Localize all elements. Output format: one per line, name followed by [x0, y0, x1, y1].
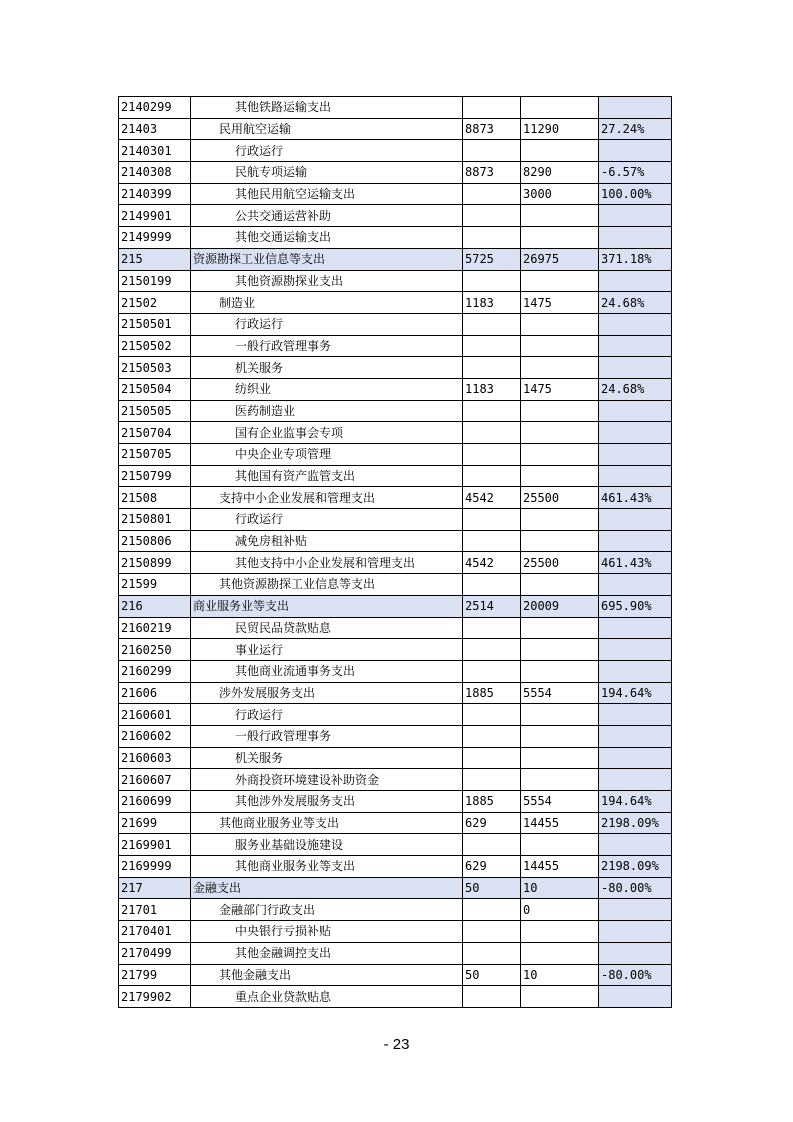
table-row	[119, 899, 672, 921]
table-row	[119, 313, 672, 335]
amount-prev-cell	[463, 639, 521, 661]
account-code-cell: 2140308	[119, 162, 191, 184]
account-name-cell: 民航专项运输	[191, 162, 463, 184]
table-row	[119, 769, 672, 791]
amount-prev-cell	[463, 205, 521, 227]
table-row	[119, 552, 672, 574]
account-name-cell: 支持中小企业发展和管理支出	[191, 487, 463, 509]
account-name-cell: 中央银行亏损补贴	[191, 921, 463, 943]
growth-rate-cell	[599, 509, 672, 531]
account-name-cell: 一般行政管理事务	[191, 335, 463, 357]
amount-curr-cell	[521, 942, 599, 964]
account-code-cell: 2149901	[119, 205, 191, 227]
account-code-cell: 2150806	[119, 530, 191, 552]
account-code-cell: 2150503	[119, 357, 191, 379]
amount-curr-cell	[521, 444, 599, 466]
table-row	[119, 921, 672, 943]
amount-curr-cell: 26975	[521, 248, 599, 270]
account-name-cell: 其他铁路运输支出	[191, 97, 463, 119]
account-name-cell: 其他交通运输支出	[191, 227, 463, 249]
account-name-cell: 其他国有资产监管支出	[191, 465, 463, 487]
amount-prev-cell	[463, 834, 521, 856]
amount-prev-cell: 1885	[463, 682, 521, 704]
growth-rate-cell	[599, 97, 672, 119]
account-code-cell: 2140299	[119, 97, 191, 119]
amount-curr-cell	[521, 617, 599, 639]
growth-rate-cell: 194.64%	[599, 682, 672, 704]
table-row	[119, 357, 672, 379]
table-row	[119, 682, 672, 704]
page-number: - 23	[383, 1036, 410, 1053]
growth-rate-cell: 371.18%	[599, 248, 672, 270]
amount-prev-cell: 50	[463, 877, 521, 899]
amount-prev-cell	[463, 97, 521, 119]
account-code-cell: 21606	[119, 682, 191, 704]
account-name-cell: 一般行政管理事务	[191, 725, 463, 747]
growth-rate-cell	[599, 335, 672, 357]
budget-table-body	[119, 97, 672, 1008]
amount-prev-cell	[463, 357, 521, 379]
amount-prev-cell	[463, 769, 521, 791]
account-name-cell: 机关服务	[191, 357, 463, 379]
amount-curr-cell	[521, 335, 599, 357]
table-row	[119, 964, 672, 986]
table-row	[119, 444, 672, 466]
account-code-cell: 2160601	[119, 704, 191, 726]
growth-rate-cell	[599, 921, 672, 943]
amount-curr-cell: 0	[521, 899, 599, 921]
growth-rate-cell	[599, 422, 672, 444]
account-name-cell: 资源勘探工业信息等支出	[191, 248, 463, 270]
account-name-cell: 其他金融调控支出	[191, 942, 463, 964]
table-row	[119, 660, 672, 682]
table-row	[119, 574, 672, 596]
amount-prev-cell	[463, 227, 521, 249]
growth-rate-cell: 2198.09%	[599, 856, 672, 878]
table-row	[119, 856, 672, 878]
amount-prev-cell: 50	[463, 964, 521, 986]
growth-rate-cell	[599, 205, 672, 227]
growth-rate-cell: 2198.09%	[599, 812, 672, 834]
table-row	[119, 834, 672, 856]
account-code-cell: 21799	[119, 964, 191, 986]
amount-prev-cell	[463, 747, 521, 769]
account-name-cell: 制造业	[191, 292, 463, 314]
amount-curr-cell: 8290	[521, 162, 599, 184]
amount-curr-cell	[521, 986, 599, 1008]
account-code-cell: 2150704	[119, 422, 191, 444]
amount-prev-cell	[463, 574, 521, 596]
amount-curr-cell	[521, 400, 599, 422]
growth-rate-cell: 24.68%	[599, 292, 672, 314]
growth-rate-cell: -80.00%	[599, 877, 672, 899]
amount-prev-cell	[463, 465, 521, 487]
table-row	[119, 487, 672, 509]
table-row	[119, 140, 672, 162]
amount-curr-cell	[521, 270, 599, 292]
account-name-cell: 服务业基础设施建设	[191, 834, 463, 856]
growth-rate-cell	[599, 530, 672, 552]
account-code-cell: 2160602	[119, 725, 191, 747]
account-name-cell: 其他金融支出	[191, 964, 463, 986]
account-code-cell: 2150505	[119, 400, 191, 422]
amount-prev-cell	[463, 335, 521, 357]
table-row	[119, 530, 672, 552]
table-row	[119, 378, 672, 400]
table-row	[119, 97, 672, 119]
account-name-cell: 行政运行	[191, 140, 463, 162]
amount-curr-cell	[521, 660, 599, 682]
account-name-cell: 金融部门行政支出	[191, 899, 463, 921]
table-row	[119, 270, 672, 292]
growth-rate-cell	[599, 574, 672, 596]
growth-rate-cell	[599, 986, 672, 1008]
account-name-cell: 民用航空运输	[191, 118, 463, 140]
account-name-cell: 其他资源勘探工业信息等支出	[191, 574, 463, 596]
growth-rate-cell	[599, 357, 672, 379]
amount-curr-cell	[521, 769, 599, 791]
table-row	[119, 812, 672, 834]
table-row	[119, 986, 672, 1008]
table-row	[119, 942, 672, 964]
growth-rate-cell	[599, 227, 672, 249]
growth-rate-cell	[599, 942, 672, 964]
amount-prev-cell: 1183	[463, 378, 521, 400]
account-code-cell: 2149999	[119, 227, 191, 249]
growth-rate-cell: -80.00%	[599, 964, 672, 986]
table-row	[119, 162, 672, 184]
account-name-cell: 公共交通运营补助	[191, 205, 463, 227]
table-row	[119, 292, 672, 314]
amount-prev-cell: 629	[463, 812, 521, 834]
amount-prev-cell	[463, 313, 521, 335]
amount-prev-cell: 629	[463, 856, 521, 878]
amount-curr-cell	[521, 530, 599, 552]
table-row	[119, 877, 672, 899]
amount-prev-cell: 1885	[463, 791, 521, 813]
account-name-cell: 其他商业服务业等支出	[191, 812, 463, 834]
amount-curr-cell: 10	[521, 877, 599, 899]
growth-rate-cell: 24.68%	[599, 378, 672, 400]
growth-rate-cell: 461.43%	[599, 552, 672, 574]
amount-prev-cell	[463, 725, 521, 747]
account-name-cell: 事业运行	[191, 639, 463, 661]
account-code-cell: 2150504	[119, 378, 191, 400]
table-row	[119, 118, 672, 140]
amount-prev-cell	[463, 530, 521, 552]
amount-prev-cell	[463, 400, 521, 422]
growth-rate-cell: 695.90%	[599, 595, 672, 617]
account-code-cell: 21502	[119, 292, 191, 314]
amount-curr-cell	[521, 205, 599, 227]
account-name-cell: 其他支持中小企业发展和管理支出	[191, 552, 463, 574]
amount-curr-cell	[521, 747, 599, 769]
account-code-cell: 2150705	[119, 444, 191, 466]
budget-table	[118, 96, 672, 1008]
account-code-cell: 2140301	[119, 140, 191, 162]
account-name-cell: 其他商业流通事务支出	[191, 660, 463, 682]
account-name-cell: 行政运行	[191, 704, 463, 726]
amount-curr-cell: 10	[521, 964, 599, 986]
account-code-cell: 21599	[119, 574, 191, 596]
account-name-cell: 减免房租补贴	[191, 530, 463, 552]
growth-rate-cell	[599, 270, 672, 292]
table-row	[119, 595, 672, 617]
account-name-cell: 国有企业监事会专项	[191, 422, 463, 444]
amount-prev-cell: 4542	[463, 487, 521, 509]
amount-curr-cell: 1475	[521, 292, 599, 314]
account-name-cell: 纺织业	[191, 378, 463, 400]
account-code-cell: 216	[119, 595, 191, 617]
growth-rate-cell	[599, 899, 672, 921]
amount-prev-cell	[463, 899, 521, 921]
table-row	[119, 791, 672, 813]
amount-prev-cell	[463, 986, 521, 1008]
account-code-cell: 2160299	[119, 660, 191, 682]
account-code-cell: 2169999	[119, 856, 191, 878]
growth-rate-cell	[599, 747, 672, 769]
growth-rate-cell	[599, 400, 672, 422]
amount-prev-cell	[463, 704, 521, 726]
growth-rate-cell	[599, 704, 672, 726]
amount-curr-cell	[521, 422, 599, 444]
table-row	[119, 400, 672, 422]
account-code-cell: 2160699	[119, 791, 191, 813]
amount-prev-cell: 4542	[463, 552, 521, 574]
amount-curr-cell: 14455	[521, 856, 599, 878]
table-row	[119, 639, 672, 661]
growth-rate-cell: 194.64%	[599, 791, 672, 813]
growth-rate-cell	[599, 660, 672, 682]
table-row	[119, 227, 672, 249]
account-name-cell: 涉外发展服务支出	[191, 682, 463, 704]
account-name-cell: 重点企业贷款贴息	[191, 986, 463, 1008]
table-row	[119, 465, 672, 487]
account-code-cell: 21699	[119, 812, 191, 834]
table-row	[119, 205, 672, 227]
growth-rate-cell	[599, 725, 672, 747]
account-code-cell: 21701	[119, 899, 191, 921]
account-name-cell: 金融支出	[191, 877, 463, 899]
table-row	[119, 704, 672, 726]
amount-prev-cell	[463, 444, 521, 466]
account-name-cell: 民贸民品贷款贴息	[191, 617, 463, 639]
table-row	[119, 725, 672, 747]
growth-rate-cell: 461.43%	[599, 487, 672, 509]
account-code-cell: 2170499	[119, 942, 191, 964]
growth-rate-cell	[599, 465, 672, 487]
amount-prev-cell: 8873	[463, 118, 521, 140]
amount-curr-cell	[521, 834, 599, 856]
amount-curr-cell: 25500	[521, 487, 599, 509]
amount-curr-cell: 5554	[521, 682, 599, 704]
account-name-cell: 行政运行	[191, 509, 463, 531]
amount-prev-cell	[463, 140, 521, 162]
amount-prev-cell	[463, 422, 521, 444]
table-row	[119, 422, 672, 444]
amount-prev-cell	[463, 617, 521, 639]
amount-curr-cell	[521, 313, 599, 335]
amount-prev-cell	[463, 921, 521, 943]
account-code-cell: 2150799	[119, 465, 191, 487]
table-row	[119, 248, 672, 270]
table-row	[119, 335, 672, 357]
account-name-cell: 行政运行	[191, 313, 463, 335]
account-name-cell: 其他涉外发展服务支出	[191, 791, 463, 813]
growth-rate-cell	[599, 313, 672, 335]
account-name-cell: 商业服务业等支出	[191, 595, 463, 617]
growth-rate-cell	[599, 639, 672, 661]
amount-curr-cell: 3000	[521, 183, 599, 205]
amount-prev-cell: 8873	[463, 162, 521, 184]
amount-curr-cell	[521, 725, 599, 747]
account-code-cell: 2170401	[119, 921, 191, 943]
table-row	[119, 183, 672, 205]
account-code-cell: 215	[119, 248, 191, 270]
account-name-cell: 机关服务	[191, 747, 463, 769]
growth-rate-cell: -6.57%	[599, 162, 672, 184]
account-code-cell: 2150502	[119, 335, 191, 357]
table-row	[119, 617, 672, 639]
account-code-cell: 21403	[119, 118, 191, 140]
account-name-cell: 中央企业专项管理	[191, 444, 463, 466]
amount-curr-cell	[521, 574, 599, 596]
growth-rate-cell	[599, 834, 672, 856]
amount-prev-cell	[463, 660, 521, 682]
amount-prev-cell: 2514	[463, 595, 521, 617]
amount-curr-cell: 11290	[521, 118, 599, 140]
account-code-cell: 2150899	[119, 552, 191, 574]
account-code-cell: 2140399	[119, 183, 191, 205]
growth-rate-cell	[599, 769, 672, 791]
account-code-cell: 2160603	[119, 747, 191, 769]
account-name-cell: 其他商业服务业等支出	[191, 856, 463, 878]
amount-curr-cell: 5554	[521, 791, 599, 813]
amount-curr-cell: 14455	[521, 812, 599, 834]
amount-prev-cell	[463, 509, 521, 531]
amount-prev-cell: 1183	[463, 292, 521, 314]
amount-curr-cell	[521, 704, 599, 726]
amount-curr-cell	[521, 357, 599, 379]
amount-prev-cell	[463, 183, 521, 205]
growth-rate-cell: 27.24%	[599, 118, 672, 140]
account-code-cell: 2150501	[119, 313, 191, 335]
account-name-cell: 医药制造业	[191, 400, 463, 422]
account-name-cell: 其他民用航空运输支出	[191, 183, 463, 205]
account-code-cell: 2169901	[119, 834, 191, 856]
amount-curr-cell	[521, 97, 599, 119]
growth-rate-cell	[599, 617, 672, 639]
account-code-cell: 2179902	[119, 986, 191, 1008]
account-code-cell: 2160219	[119, 617, 191, 639]
account-code-cell: 2150801	[119, 509, 191, 531]
growth-rate-cell	[599, 140, 672, 162]
amount-curr-cell	[521, 140, 599, 162]
amount-curr-cell	[521, 227, 599, 249]
amount-curr-cell	[521, 921, 599, 943]
amount-prev-cell	[463, 942, 521, 964]
account-name-cell: 其他资源勘探业支出	[191, 270, 463, 292]
amount-curr-cell	[521, 465, 599, 487]
account-code-cell: 21508	[119, 487, 191, 509]
amount-prev-cell	[463, 270, 521, 292]
table-row	[119, 747, 672, 769]
amount-curr-cell: 20009	[521, 595, 599, 617]
growth-rate-cell: 100.00%	[599, 183, 672, 205]
account-code-cell: 217	[119, 877, 191, 899]
account-code-cell: 2150199	[119, 270, 191, 292]
table-row	[119, 509, 672, 531]
account-code-cell: 2160607	[119, 769, 191, 791]
amount-curr-cell	[521, 639, 599, 661]
account-code-cell: 2160250	[119, 639, 191, 661]
amount-curr-cell	[521, 509, 599, 531]
growth-rate-cell	[599, 444, 672, 466]
amount-curr-cell: 1475	[521, 378, 599, 400]
amount-prev-cell: 5725	[463, 248, 521, 270]
amount-curr-cell: 25500	[521, 552, 599, 574]
account-name-cell: 外商投资环境建设补助资金	[191, 769, 463, 791]
